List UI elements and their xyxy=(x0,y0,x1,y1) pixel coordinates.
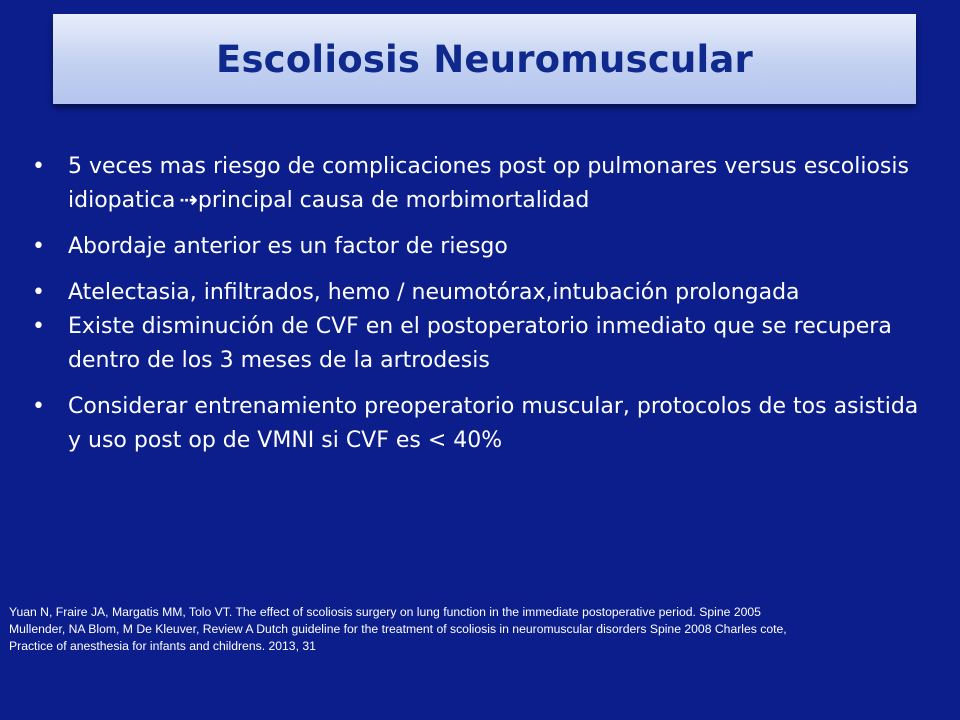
bullet-item-5 xyxy=(30,390,935,458)
bullet-item-3 xyxy=(30,276,935,310)
bullet-dot: • xyxy=(32,280,45,305)
bullet-list xyxy=(30,150,935,458)
bullet-text-4: Existe disminución de CVF en el postoperatorio inmediato que se recupera dentro de los 3 meses de la artrodesis xyxy=(68,314,892,373)
references xyxy=(9,604,939,655)
slide-title: Escoliosis Neuromuscular xyxy=(215,37,753,81)
arrow-icon: ⇢ xyxy=(179,188,192,213)
bullet-dot: • xyxy=(32,154,45,179)
bullet-dot: • xyxy=(32,234,45,259)
reference-line: Yuan N, Fraire JA, Margatis MM, Tolo VT. The effect of scoliosis surgery on lung function in the immediate postoperative period. Spine 2005 xyxy=(9,605,761,619)
bullet-text-5: Considerar entrenamiento preoperatorio muscular, protocolos de tos asistida y uso post op de VMNI si CVF es < 40% xyxy=(68,394,919,453)
title-box xyxy=(53,14,916,104)
bullet-item-1 xyxy=(30,150,935,218)
bullet-dot: • xyxy=(32,314,45,339)
bullet-item-4 xyxy=(30,310,935,378)
bullet-text-1b: principal causa de morbimortalidad xyxy=(197,188,590,213)
bullet-item-2 xyxy=(30,230,935,264)
reference-line: Mullender, NA Blom, M De Kleuver, Review A Dutch guideline for the treatment of scoliosis in neuromuscular disorders Spine 2008 Charles cote, xyxy=(9,622,787,636)
bullet-text-2: Abordaje anterior es un factor de riesgo xyxy=(68,234,508,259)
bullet-text-3: Atelectasia, infiltrados, hemo / neumotórax,intubación prolongada xyxy=(68,280,800,305)
bullet-dot: • xyxy=(32,394,45,419)
bullet-text-1a: 5 veces mas riesgo de complicaciones post op pulmonares versus escoliosis idiopatica xyxy=(68,154,909,213)
reference-line: Practice of anesthesia for infants and childrens. 2013, 31 xyxy=(9,639,316,653)
